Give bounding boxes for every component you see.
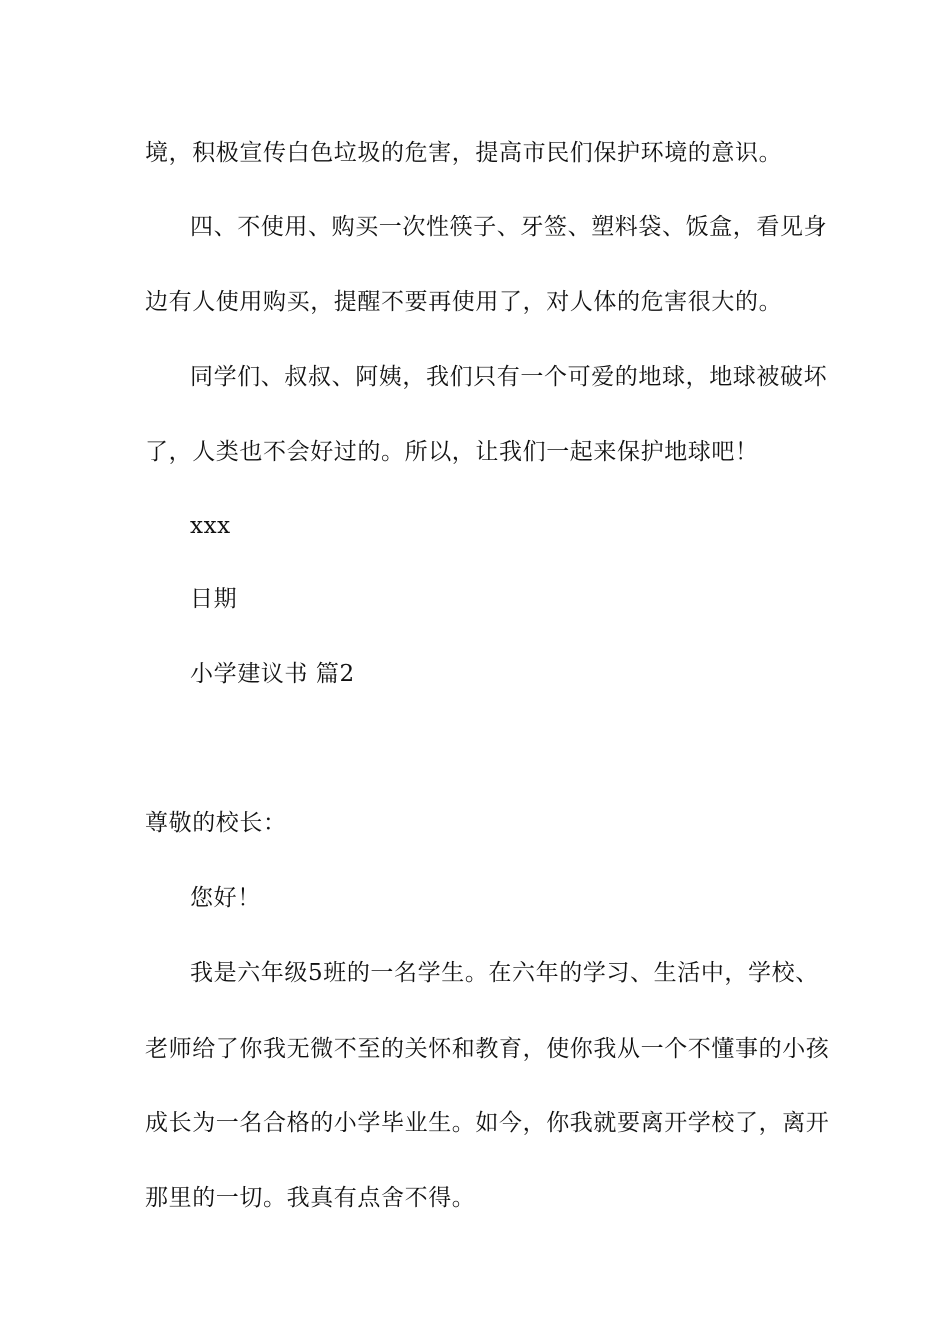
paragraph-line: 四、不使用、购买一次性筷子、牙签、塑料袋、饭盒，看见身 <box>190 214 828 240</box>
paragraph-line: 那里的一切。我真有点舍不得。 <box>145 1185 476 1211</box>
signature-date: 日期 <box>190 586 238 612</box>
paragraph-line: 境，积极宣传白色垃圾的危害，提高市民们保护环境的意识。 <box>145 140 783 166</box>
salutation: 尊敬的校长： <box>145 810 287 836</box>
paragraph-line: 成长为一名合格的小学毕业生。如今，你我就要离开学校了，离开 <box>145 1110 830 1136</box>
paragraph-line: 了，人类也不会好过的。所以，让我们一起来保护地球吧！ <box>145 439 759 465</box>
greeting: 您好！ <box>190 885 261 911</box>
paragraph-line: 边有人使用购买，提醒不要再使用了，对人体的危害很大的。 <box>145 289 783 315</box>
paragraph-line: 同学们、叔叔、阿姨，我们只有一个可爱的地球，地球被破坏 <box>190 364 828 390</box>
paragraph-line: 老师给了你我无微不至的关怀和教育，使你我从一个不懂事的小孩 <box>145 1036 830 1062</box>
section-heading: 小学建议书 篇2 <box>190 661 355 687</box>
paragraph-line: 我是六年级5班的一名学生。在六年的学习、生活中，学校、 <box>190 960 819 986</box>
signature-name: xxx <box>190 513 231 539</box>
